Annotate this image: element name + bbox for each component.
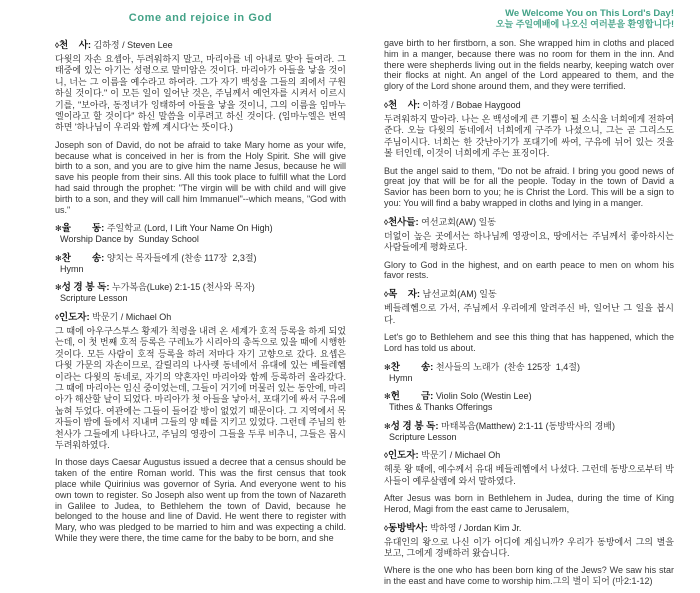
right-worship-order [384,38,674,587]
item-label: 성 경 봉 독: [390,420,439,432]
order-item [55,310,346,323]
item-value: 이하경 / Bobae Haygood [420,99,521,110]
english-paragraph: But the angel said to them, "Do not be afraid. I bring you good news of great joy that will be for all the people. Today in the town of David a Savior has been born to you; he is Christ the Lord. This will be a sign to you: You will find a baby wrapped in cloths and lying in a manger. [384,165,674,208]
diamond-marker-icon: ◊ [384,290,388,300]
item-value: 여선교회(AW) 일동 [418,216,496,227]
order-item [384,360,674,384]
diamond-marker-icon: ◊ [55,312,59,322]
english-paragraph: In those days Caesar Augustus issued a decree that a census should be taken of the entire Roman world. This was the first census that took place while Quirinius was governor of Syria. And everyone went to his own town to register. So Joseph also went up from the town of Nazareth in Galilee to Judea, to Bethlehem the town of David, because he belonged to the house and line of David. He went there to register with Mary, who was pledged to be married to him and was expecting a child. While they were there, the time came for the baby to be born, and she [55,457,346,543]
english-paragraph: gave birth to her firstborn, a son. She wrapped him in cloths and placed him in a manger, because there was no room for them in the inn. And there were shepherds living out in the fields nearby, keeping watch over their flocks at night. An angel of the Lord appeared to them, and the glory of the Lord shone around them, and they were terrified. [384,38,674,92]
order-item [55,251,346,275]
item-value: 양치는 목자들에게 (찬송 117장 2,3절) [104,252,257,263]
item-label: 동방박사: [387,522,428,534]
diamond-marker-icon: ◊ [384,523,388,533]
diamond-marker-icon: ◊ [384,100,388,110]
item-value: Violin Solo (Westin Lee) [433,391,532,402]
korean-paragraph: 두려워하지 말아라. 나는 온 백성에게 큰 기쁨이 될 소식을 너희에게 전하여 준다. 오늘 다윗의 동네에서 너희에게 구주가 나셨으니, 그는 곧 그리스도 주님이시다. 너희는 한 갓난아기가 포대기에 싸여, 구유에 뉘어 있는 것을 볼 터인데, 이것이 너희에게 주는 표징이다. [384,113,674,159]
item-value: 천사들의 노래가 (찬송 125장 1,4절) [433,361,581,372]
item-value: 누가복음(Luke) 2:1-15 (천사와 목자) [109,282,255,293]
diamond-marker-icon: ◊ [384,451,388,461]
item-label: 천사들: [387,216,419,228]
korean-paragraph: 베들레헴으로 가서, 주님께서 우리에게 알려주신 바, 일어난 그 일을 봅시다. [384,303,674,325]
english-paragraph: Joseph son of David, do not be afraid to take Mary home as your wife, because what is conceived in her is from the Holy Spirit. She will give birth to a son, and you are to give him the name Jesus, because he will save his people from their sins. All this took place to fulfill what the Lord had said through the prophet: "The virgin will be with child and will give birth to a son, and they will call him Immanuel"--which means, "God with us." [55,139,346,215]
item-label: 인도자: [58,311,90,323]
item-subtitle: Scripture Lesson [389,431,457,442]
item-label: 율 동: [61,223,105,235]
item-label: 성 경 봉 독: [61,282,110,294]
item-value: 주일학교 (Lord, I Lift Your Name On High) [104,223,273,234]
item-label: 헌 금: [390,391,434,403]
left-page-column [55,0,346,550]
item-subtitle: Worship Dance by Sunday School [60,234,199,245]
item-value: 마태복음(Matthew) 2:1-11 (동방박사의 경배) [438,420,615,431]
right-page-title [384,8,674,30]
left-worship-order [55,38,346,544]
order-item [384,521,674,534]
order-item [55,38,346,51]
item-subtitle: Hymn [389,372,413,383]
item-label: 목 자: [387,289,421,301]
item-value: 김하정 / Steven Lee [91,40,173,50]
english-paragraph: Glory to God in the highest, and on earth peace to men on whom his favor rests. [384,259,674,281]
english-paragraph: After Jesus was born in Bethlehem in Judea, during the time of King Herod, Magi from the east came to Jerusalem, [384,492,674,514]
item-value: 박문기 / Michael Oh [89,311,172,322]
order-item [55,280,346,304]
asterisk-marker-icon: ✻ [55,224,62,234]
item-value: 남선교회(AM) 일동 [420,289,497,300]
item-label: 천 사: [387,99,421,111]
order-item [384,389,674,413]
order-item [384,215,674,228]
item-label: 천 사: [58,40,92,51]
diamond-marker-icon: ◊ [55,41,59,50]
asterisk-marker-icon: ✻ [384,392,391,402]
english-paragraph: Where is the one who has been born king of the Jews? We saw his star in the east and have come to worship him.그의 별이 되어 (마2:1-12) [384,565,674,587]
asterisk-marker-icon: ✻ [55,283,62,293]
item-label: 인도자: [387,450,419,462]
item-value: 박문기 / Michael Oh [418,450,501,461]
asterisk-marker-icon: ✻ [384,421,391,431]
asterisk-marker-icon: ✻ [55,253,62,263]
order-item [384,448,674,461]
korean-paragraph: 다윗의 자손 요셉아, 두려워하지 말고, 마리아를 네 아내로 맞아 들여라. 그 태중에 있는 아기는 성령으로 말미암은 것이다. 마리아가 아들을 낳을 것이니, 너는 그 이름을 예수라고 하여라. 그가 자기 백성을 그들의 죄에서 구원하실 것이다." 이 모든 일이 일어난 것은, 주님께서 예언자를 시켜서 이르시기를, "보아라, 동정녀가 잉태하여 아들을 낳을 것이니, 그의 이름을 임마누엘이라고 할 것이다" 하신 말씀을 이루려고 하신 것이다. (임마누엘은 번역하면 '하나님이 우리와 함께 계시다'는 뜻이다.) [55,54,346,133]
order-item [384,419,674,443]
korean-paragraph: 유대인의 왕으로 나신 이가 어디에 계십니까? 우리가 동방에서 그의 별을 보고, 그에게 경배하러 왔습니다. [384,536,674,558]
english-paragraph: Let's go to Bethlehem and see this thing that has happened, which the Lord has told us about. [384,332,674,353]
asterisk-marker-icon: ✻ [384,362,391,372]
item-label: 찬 송: [61,252,105,264]
korean-paragraph: 그 때에 아우구스투스 황제가 칙령을 내려 온 세계가 호적 등록을 하게 되었는데, 이 첫 번째 호적 등록은 구레뇨가 시리아의 총독으로 있을 때에 시행한 것이다. 모든 사람이 호적 등록을 하러 저마다 자기 고향으로 갔다. 요셉은 다윗 가문의 자손이므로, 갈릴리의 나사렛 동네에서 유대에 있는 베들레헴이라는 다윗의 동네로, 자기의 약혼자인 마리아와 함께 등록하러 올라갔다. 그 때에 마리아는 임신 중이었는데, 그들이 거기에 머물러 있는 동안에, 마리아가 해산할 날이 되었다. 마리아가 첫 아들을 낳아서, 포대기에 싸서 구유에 눕혀 두었다. 여관에는 그들이 들어갈 방이 없었기 때문이다. 그 지역에서 목자들이 밤에 들에서 지내며 그들의 양 떼를 지키고 있었다. 그런데 주님의 한 천사가 그들에게 나타나고, 주님의 영광이 그들을 두루 비추니, 그들은 몹시 두려워하였다. [55,325,346,450]
welcome-line-korean: 오늘 주일예배에 나오신 여러분을 환영합니다! [495,19,674,29]
order-item [384,287,674,300]
korean-paragraph: 더없이 높은 곳에서는 하나님께 영광이요, 땅에서는 주님께서 좋아하시는 사람들에게 평화로다. [384,230,674,253]
item-subtitle: Hymn [60,263,84,274]
diamond-marker-icon: ◊ [384,217,388,227]
item-subtitle: Scripture Lesson [60,293,128,304]
left-page-title: Come and rejoice in God [128,12,273,24]
item-subtitle: Tithes & Thanks Offerings [389,402,493,413]
item-value: 박하영 / Jordan Kim Jr. [427,522,522,533]
right-page-column [384,0,674,593]
order-item [55,221,346,245]
welcome-line-english: We Welcome You on This Lord's Day! [505,8,674,19]
order-item [384,98,674,111]
korean-paragraph: 헤롯 왕 때에, 예수께서 유대 베들레헴에서 나셨다. 그런데 동방으로부터 박사들이 예루살렘에 와서 말하였다. [384,464,674,486]
item-label: 찬 송: [390,361,434,373]
